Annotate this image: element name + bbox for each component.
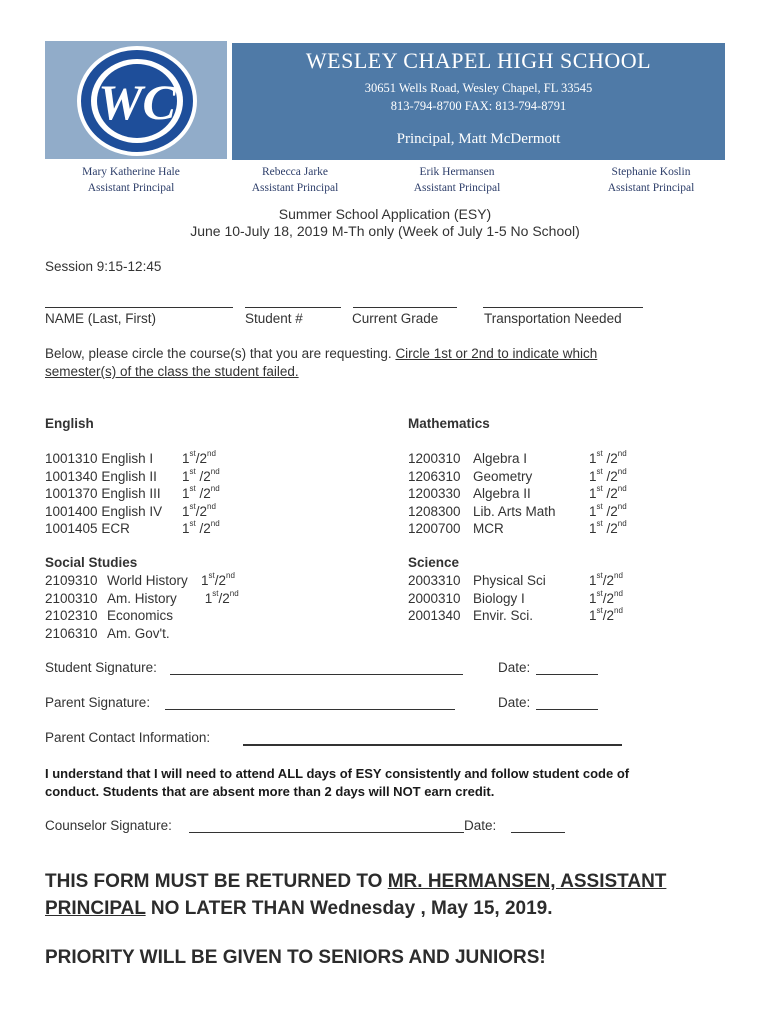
semester-option[interactable]: 1st /2nd bbox=[589, 519, 627, 536]
semester-option[interactable]: 1st/2nd bbox=[182, 501, 216, 519]
social-studies-heading: Social Studies bbox=[45, 555, 138, 570]
course-row: 2106310 Am. Gov't. bbox=[45, 625, 170, 641]
course-row: 2001340 Envir. Sci. 1st/2nd bbox=[408, 606, 623, 623]
semester-option[interactable]: 1st /2nd bbox=[589, 449, 627, 466]
semester-option[interactable]: 1st/2nd bbox=[201, 571, 235, 588]
session-time: Session 9:15-12:45 bbox=[45, 259, 162, 274]
semester-option[interactable]: 1st /2nd bbox=[182, 466, 220, 484]
course-row: 2102310 Economics bbox=[45, 608, 174, 623]
form-dates: June 10-July 18, 2019 M-Th only (Week of July 1-5 No School) bbox=[190, 223, 580, 239]
priority-notice: PRIORITY WILL BE GIVEN TO SENIORS AND JUNIORS! bbox=[45, 947, 546, 968]
counselor-date-label: Date: bbox=[464, 818, 497, 833]
parent-contact-line[interactable] bbox=[243, 744, 622, 746]
student-date-label: Date: bbox=[498, 660, 531, 675]
course-row: 1001400 English IV 1st/2nd bbox=[45, 503, 220, 521]
science-heading: Science bbox=[408, 555, 460, 570]
assistant-principal-1: Mary Katherine Hale Assistant Principal bbox=[82, 166, 180, 194]
english-courses bbox=[45, 450, 220, 538]
return-notice: THIS FORM MUST BE RETURNED TO MR. HERMANSEN, ASSISTANT PRINCIPAL NO LATER THAN Wednesday , May 15, 2019. bbox=[45, 871, 667, 919]
counselor-signature-line[interactable] bbox=[189, 832, 464, 833]
course-row: 2100310 Am. History 1st/2nd bbox=[45, 588, 239, 606]
logo-text: WC bbox=[98, 74, 176, 130]
semester-option[interactable]: 1st/2nd bbox=[204, 588, 239, 606]
course-row: 1200330 Algebra II 1st /2nd bbox=[408, 484, 627, 501]
student-date-line[interactable] bbox=[536, 674, 598, 675]
assistant-principal-2: Rebecca Jarke Assistant Principal bbox=[251, 166, 339, 194]
school-logo bbox=[45, 41, 227, 159]
parent-date-label: Date: bbox=[498, 695, 531, 710]
course-row: 1200700 MCR 1st /2nd bbox=[408, 519, 627, 536]
parent-contact-label: Parent Contact Information: bbox=[45, 730, 211, 745]
assistant-principal-4: Stephanie Koslin Assistant Principal bbox=[607, 166, 695, 194]
parent-signature-label: Parent Signature: bbox=[45, 695, 151, 710]
student-number-line[interactable] bbox=[245, 307, 341, 308]
science-courses bbox=[408, 572, 623, 625]
course-row: 2109310 World History 1st/2nd bbox=[45, 572, 239, 590]
wc-logo-icon bbox=[45, 41, 227, 159]
transportation-line[interactable] bbox=[483, 307, 643, 308]
counselor-signature-label: Counselor Signature: bbox=[45, 818, 172, 833]
attendance-notice: I understand that I will need to attend ALL days of ESY consistently and follow student code of conduct. Students that are absent more than 2 days will NOT earn credit. bbox=[45, 766, 630, 799]
course-row: 1206310 Geometry 1st /2nd bbox=[408, 466, 627, 484]
course-row: 1001405 ECR 1st /2nd bbox=[45, 519, 220, 536]
course-row: 2000310 Biology I 1st/2nd bbox=[408, 588, 623, 606]
semester-option[interactable]: 1st /2nd bbox=[589, 484, 627, 501]
semester-option[interactable]: 1st /2nd bbox=[182, 484, 220, 501]
transportation-label: Transportation Needed bbox=[484, 311, 622, 326]
school-address: 30651 Wells Road, Wesley Chapel, FL 33545 bbox=[364, 81, 593, 95]
grade-label: Current Grade bbox=[352, 311, 439, 326]
social-studies-courses bbox=[45, 572, 239, 642]
course-row: 1001370 English III 1st /2nd bbox=[45, 484, 220, 501]
semester-option[interactable]: 1st /2nd bbox=[589, 501, 627, 519]
form-title-block bbox=[0, 206, 770, 240]
school-phone: 813-794-8700 FAX: 813-794-8791 bbox=[390, 99, 567, 113]
counselor-date-line[interactable] bbox=[511, 832, 565, 833]
english-heading: English bbox=[45, 416, 94, 431]
parent-signature-line[interactable] bbox=[165, 709, 455, 710]
school-header bbox=[232, 43, 725, 160]
course-row: 1208300 Lib. Arts Math 1st /2nd bbox=[408, 501, 627, 519]
parent-date-line[interactable] bbox=[536, 709, 598, 710]
grade-line[interactable] bbox=[353, 307, 457, 308]
math-courses bbox=[408, 450, 627, 538]
course-row: 1001310 English I 1st/2nd bbox=[45, 450, 220, 468]
semester-option[interactable]: 1st/2nd bbox=[589, 588, 623, 606]
student-signature-label: Student Signature: bbox=[45, 660, 157, 675]
name-label: NAME (Last, First) bbox=[45, 311, 157, 326]
school-name: WESLEY CHAPEL HIGH SCHOOL bbox=[305, 48, 652, 73]
student-signature-line[interactable] bbox=[170, 674, 463, 675]
semester-option[interactable]: 1st /2nd bbox=[182, 519, 220, 536]
name-line[interactable] bbox=[45, 307, 233, 308]
semester-option[interactable]: 1st/2nd bbox=[589, 606, 623, 623]
instructions: Below, please circle the course(s) that you are requesting. Circle 1st or 2nd to indicate which semester(s) of the class the student failed. bbox=[45, 346, 598, 379]
semester-option[interactable]: 1st/2nd bbox=[589, 571, 623, 588]
form-title: Summer School Application (ESY) bbox=[278, 206, 492, 222]
semester-option[interactable]: 1st/2nd bbox=[182, 449, 216, 466]
assistant-principal-3: Erik Hermansen Assistant Principal bbox=[413, 166, 501, 194]
semester-option[interactable]: 1st /2nd bbox=[589, 466, 627, 484]
course-row: 2003310 Physical Sci 1st/2nd bbox=[408, 571, 623, 588]
principal-name: Principal, Matt McDermott bbox=[396, 131, 561, 147]
course-row: 1001340 English II 1st /2nd bbox=[45, 466, 220, 484]
student-number-label: Student # bbox=[245, 311, 303, 326]
course-row: 1200310 Algebra I 1st /2nd bbox=[408, 449, 627, 466]
math-heading: Mathematics bbox=[408, 416, 490, 431]
